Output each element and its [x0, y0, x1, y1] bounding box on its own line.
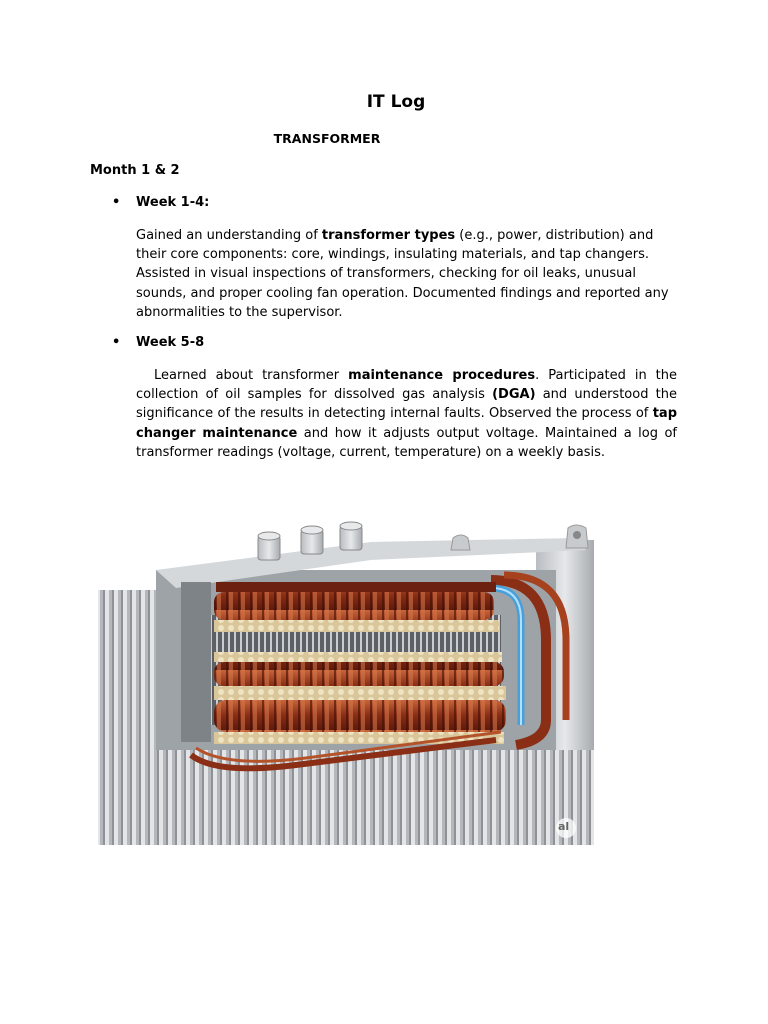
text-run: Learned about transformer: [154, 368, 349, 383]
text-run: and understood the significance of the results in detecting internal faults. Observed the process of: [136, 387, 677, 422]
text-run: Gained an understanding of: [136, 228, 322, 243]
text-run: (e.g., power, distribution) and their core components: core, windings, insulating materials, and tap changers. Assisted in visual inspections of transformers, checking for oil leaks, unusual sounds, and proper cooling fan operation. Documented findings and reported any abnormalities to the supervisor.: [136, 228, 669, 320]
week-label: Week 5-8: [136, 335, 205, 350]
bullet-icon: •: [112, 195, 121, 210]
month-heading: Month 1 & 2: [90, 163, 180, 178]
week-1-4-paragraph: [136, 226, 677, 322]
week-5-8-item: [112, 335, 204, 350]
week-label: Week 1-4:: [136, 195, 210, 210]
page-subtitle: TRANSFORMER: [273, 131, 381, 146]
image-watermark: al: [558, 820, 570, 833]
bold-term: maintenance procedures: [348, 368, 536, 383]
bold-term: tap changer maintenance: [136, 406, 677, 441]
page-title: IT Log: [366, 92, 426, 112]
week-1-4-item: [112, 195, 209, 210]
week-5-8-paragraph: [136, 366, 677, 462]
bold-term: transformer types: [321, 228, 456, 243]
text-run: and how it adjusts output voltage. Maintained a log of transformer readings (voltage, current, temperature) on a weekly basis.: [136, 425, 677, 460]
text-run: . Participated in the collection of oil samples for dissolved gas analysis: [136, 368, 678, 403]
transformer-cutaway-image: [96, 520, 596, 848]
bold-term: (DGA): [492, 387, 536, 403]
windings: [214, 592, 506, 744]
bullet-icon: •: [112, 335, 121, 350]
transformer-illustration: [96, 520, 596, 848]
